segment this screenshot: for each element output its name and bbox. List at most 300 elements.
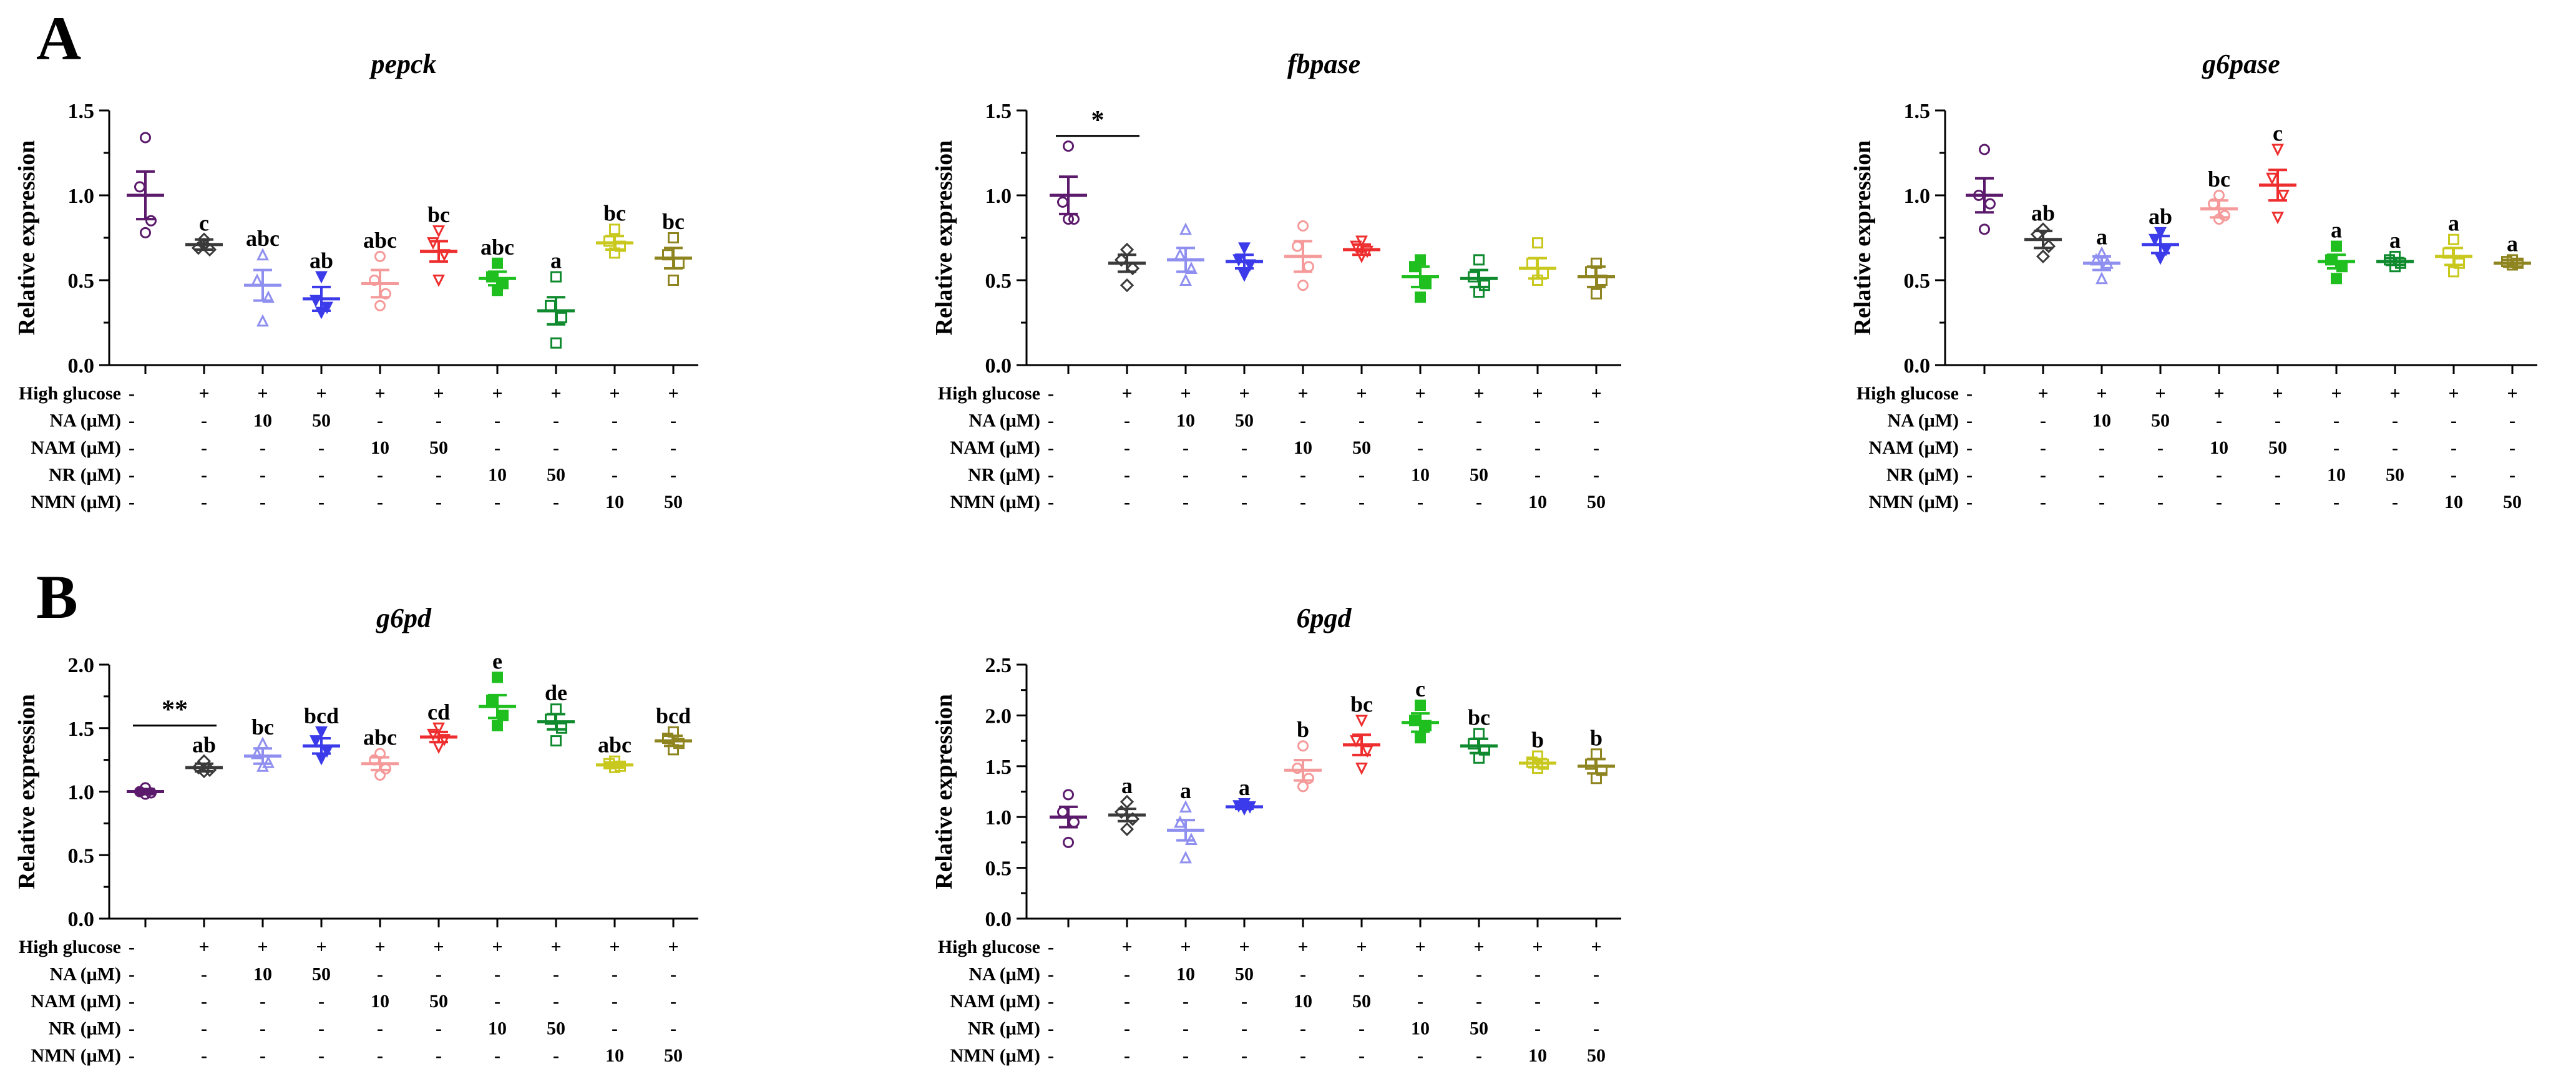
condition-cell: 10	[2210, 437, 2228, 458]
condition-row-label: NMN (μM)	[950, 492, 1040, 512]
data-point	[493, 258, 502, 268]
condition-cell: -	[1124, 437, 1130, 458]
condition-cell: -	[494, 410, 500, 431]
y-tick-label: 1.0	[67, 185, 94, 208]
condition-row-dash: -	[129, 383, 135, 404]
condition-cell: +	[316, 937, 327, 957]
condition-cell: -	[2040, 492, 2046, 512]
condition-cell: 10	[1176, 964, 1195, 985]
condition-cell: -	[201, 1018, 207, 1039]
y-tick-label: 2.0	[67, 654, 94, 677]
condition-row-dash: -	[129, 492, 135, 512]
data-point	[2449, 235, 2459, 244]
condition-cell: 50	[547, 464, 565, 486]
condition-row-label: NAM (μM)	[31, 437, 121, 458]
y-tick-label: 0.0	[67, 354, 94, 378]
condition-cell: -	[1300, 1018, 1306, 1039]
condition-cell: -	[377, 492, 383, 512]
condition-cell: +	[668, 937, 679, 957]
y-tick-label: 1.5	[67, 717, 94, 741]
condition-cell: -	[1476, 410, 1482, 431]
significance-letter: abc	[246, 226, 280, 251]
condition-row-label: High glucose	[18, 383, 121, 404]
condition-cell: -	[1534, 964, 1541, 985]
data-point	[1299, 782, 1308, 791]
data-point	[1176, 250, 1185, 260]
condition-cell: -	[377, 464, 383, 486]
condition-cell: 10	[2092, 410, 2111, 431]
data-point	[1533, 238, 1543, 248]
significance-letter: cd	[427, 699, 450, 725]
chart-title: pepck	[371, 49, 437, 79]
condition-row-dash: -	[129, 991, 135, 1012]
data-point	[1416, 733, 1425, 743]
data-point	[2043, 241, 2054, 252]
condition-cell: -	[1124, 410, 1130, 431]
condition-cell: -	[377, 1018, 383, 1039]
condition-cell: -	[2275, 410, 2281, 431]
condition-cell: 10	[2327, 464, 2346, 486]
condition-cell: -	[2392, 437, 2398, 458]
data-point	[2326, 255, 2336, 265]
data-point	[493, 286, 502, 295]
condition-row-label: High glucose	[937, 383, 1040, 404]
condition-cell: -	[260, 991, 266, 1012]
data-point	[1240, 243, 1249, 253]
condition-cell: -	[2216, 464, 2222, 486]
data-point	[1475, 255, 1484, 265]
condition-row-label: NAM (μM)	[1868, 437, 1959, 458]
condition-cell: -	[318, 1018, 324, 1039]
condition-cell: -	[1183, 1045, 1189, 1066]
condition-cell: 50	[1235, 964, 1254, 985]
data-point	[376, 771, 385, 780]
data-point	[1240, 270, 1249, 280]
significance-letter: a	[1121, 773, 1133, 798]
y-tick-label: 0.5	[1903, 270, 1930, 293]
data-point	[610, 225, 620, 234]
condition-cell: -	[553, 991, 559, 1012]
data-point	[1121, 824, 1133, 835]
data-point	[557, 313, 567, 322]
condition-cell: 10	[605, 1045, 624, 1066]
condition-cell: +	[198, 383, 210, 404]
condition-cell: +	[374, 937, 386, 957]
condition-cell: +	[2272, 383, 2283, 404]
chart-title: 6pgd	[1296, 603, 1352, 633]
condition-cell: 50	[664, 1045, 683, 1066]
condition-cell: -	[1476, 492, 1482, 512]
condition-cell: -	[201, 1045, 207, 1066]
condition-cell: -	[260, 437, 266, 458]
condition-row-dash: -	[129, 410, 135, 431]
condition-cell: -	[436, 1018, 442, 1039]
condition-cell: -	[318, 492, 324, 512]
condition-cell: +	[198, 937, 210, 957]
y-axis-label: Relative expression	[931, 140, 957, 336]
condition-cell: +	[1473, 937, 1485, 957]
condition-cell: -	[1593, 1018, 1599, 1039]
condition-row-label: NR (μM)	[967, 1018, 1040, 1039]
data-point	[552, 338, 561, 348]
condition-cell: -	[201, 437, 207, 458]
data-point	[376, 301, 385, 310]
data-point	[487, 272, 497, 281]
condition-row-label: NA (μM)	[968, 964, 1040, 985]
condition-cell: -	[1183, 991, 1189, 1012]
y-tick-label: 0.5	[985, 857, 1012, 881]
condition-cell: -	[1183, 464, 1189, 486]
condition-row-dash: -	[1048, 991, 1054, 1012]
condition-cell: +	[1591, 937, 1602, 957]
y-tick-label: 2.0	[985, 705, 1012, 728]
condition-cell: -	[1300, 1045, 1306, 1066]
condition-cell: 50	[1235, 410, 1254, 431]
condition-cell: -	[670, 1018, 676, 1039]
condition-cell: -	[2509, 437, 2515, 458]
condition-cell: +	[550, 383, 562, 404]
y-tick-label: 0.5	[67, 844, 94, 868]
condition-cell: -	[1534, 410, 1541, 431]
condition-cell: -	[1534, 464, 1541, 486]
data-point	[1064, 837, 1073, 847]
condition-cell: -	[670, 437, 676, 458]
condition-row-label: High glucose	[937, 937, 1040, 957]
significance-letter: bc	[427, 202, 450, 228]
condition-row-dash: -	[1048, 410, 1054, 431]
condition-row-dash: -	[1966, 492, 1973, 512]
condition-cell: -	[201, 410, 207, 431]
condition-cell: -	[1476, 1045, 1482, 1066]
significance-letter: bcd	[655, 703, 691, 728]
condition-cell: +	[550, 937, 562, 957]
condition-cell: -	[318, 464, 324, 486]
condition-cell: +	[1415, 383, 1426, 404]
significance-letter: e	[492, 648, 502, 674]
data-point	[2279, 191, 2288, 200]
data-point	[1070, 818, 1079, 827]
condition-cell: -	[260, 1045, 266, 1066]
condition-cell: -	[2040, 464, 2046, 486]
condition-cell: -	[436, 492, 442, 512]
condition-cell: -	[318, 991, 324, 1012]
significance-letter: bc	[251, 715, 274, 740]
data-point	[1592, 289, 1601, 298]
data-point	[1475, 729, 1484, 738]
condition-cell: -	[2275, 492, 2281, 512]
data-point	[141, 228, 150, 237]
significance-letter: bc	[1350, 691, 1373, 717]
condition-cell: +	[1239, 937, 1250, 957]
condition-row-dash: -	[1966, 464, 1973, 486]
significance-letter: bc	[662, 209, 685, 234]
condition-cell: -	[2509, 410, 2515, 431]
condition-cell: -	[2333, 410, 2339, 431]
condition-row-label: NMN (μM)	[31, 1045, 121, 1066]
significance-letter: bc	[1468, 705, 1490, 730]
condition-cell: -	[1124, 964, 1130, 985]
condition-cell: -	[1534, 991, 1541, 1012]
condition-cell: -	[1359, 1045, 1365, 1066]
condition-cell: -	[612, 1018, 618, 1039]
condition-cell: -	[2040, 437, 2046, 458]
y-tick-label: 0.0	[985, 908, 1012, 931]
y-axis-label: Relative expression	[1850, 140, 1876, 336]
condition-cell: +	[1356, 383, 1367, 404]
condition-cell: -	[1417, 991, 1423, 1012]
significance-letter: a	[1180, 778, 1191, 803]
y-tick-label: 1.5	[985, 755, 1012, 779]
condition-cell: -	[1593, 410, 1599, 431]
data-point	[1181, 802, 1191, 811]
data-point	[1299, 221, 1308, 230]
data-point	[1181, 853, 1191, 862]
condition-cell: +	[1180, 937, 1191, 957]
y-axis-label: Relative expression	[14, 694, 40, 889]
condition-cell: -	[2333, 437, 2339, 458]
condition-cell: -	[1359, 492, 1365, 512]
condition-cell: -	[2040, 410, 2046, 431]
data-point	[258, 316, 268, 326]
condition-cell: -	[1241, 437, 1247, 458]
condition-cell: -	[377, 1045, 383, 1066]
condition-cell: -	[1534, 437, 1541, 458]
condition-cell: -	[1241, 492, 1247, 512]
condition-cell: -	[1300, 464, 1306, 486]
chart-title: fbpase	[1287, 49, 1361, 79]
condition-cell: +	[1473, 383, 1485, 404]
y-tick-label: 0.0	[1903, 354, 1930, 378]
condition-cell: -	[436, 464, 442, 486]
condition-row-label: NAM (μM)	[950, 991, 1040, 1012]
condition-cell: +	[609, 383, 620, 404]
significance-letter: ab	[2148, 203, 2173, 229]
data-point	[1058, 197, 1068, 207]
condition-cell: +	[492, 937, 503, 957]
condition-cell: -	[2099, 437, 2105, 458]
condition-cell: 50	[429, 991, 448, 1012]
condition-row-dash: -	[1048, 464, 1054, 486]
condition-cell: -	[1241, 991, 1247, 1012]
significance-letter: a	[2096, 224, 2107, 250]
condition-cell: -	[1124, 492, 1130, 512]
condition-cell: 10	[1176, 410, 1195, 431]
condition-cell: 50	[547, 1018, 565, 1039]
data-point	[1064, 790, 1073, 799]
chart-title: g6pd	[376, 603, 431, 633]
condition-cell: +	[2448, 383, 2459, 404]
condition-row-dash: -	[1048, 1045, 1054, 1066]
data-point	[1181, 225, 1191, 234]
condition-cell: +	[2213, 383, 2225, 404]
condition-cell: -	[2392, 492, 2398, 512]
significance-letter: b	[1296, 717, 1310, 743]
condition-cell: -	[1124, 464, 1130, 486]
condition-cell: -	[494, 964, 500, 985]
condition-cell: 50	[2386, 464, 2404, 486]
data-point	[434, 743, 444, 752]
significance-letter: de	[545, 680, 567, 706]
data-point	[1416, 701, 1425, 710]
condition-cell: -	[2451, 410, 2457, 431]
data-point	[1064, 142, 1073, 151]
significance-letter: b	[1531, 727, 1544, 753]
data-point	[1181, 276, 1191, 285]
condition-cell: +	[1121, 383, 1133, 404]
condition-cell: -	[494, 991, 500, 1012]
data-point	[258, 739, 268, 748]
condition-cell: -	[318, 437, 324, 458]
condition-cell: -	[2451, 464, 2457, 486]
condition-cell: -	[494, 437, 500, 458]
data-point	[605, 237, 614, 246]
data-point	[552, 705, 561, 714]
condition-cell: -	[670, 964, 676, 985]
significance-letter: abc	[363, 227, 397, 253]
condition-cell: +	[433, 383, 444, 404]
data-point	[317, 754, 326, 763]
condition-row-dash: -	[129, 1045, 135, 1066]
data-point	[2273, 213, 2283, 222]
data-point	[1357, 764, 1367, 773]
significance-letter: a	[2448, 210, 2459, 236]
condition-cell: +	[1532, 383, 1543, 404]
significance-star: *	[1091, 105, 1105, 135]
condition-row-label: NMN (μM)	[31, 492, 121, 512]
condition-cell: -	[1124, 991, 1130, 1012]
significance-letter: c	[1415, 676, 1425, 702]
panel-label-b: B	[36, 562, 78, 632]
data-point	[141, 133, 150, 142]
condition-cell: +	[609, 937, 620, 957]
chart-fbpase	[931, 49, 1621, 512]
condition-cell: 10	[371, 437, 389, 458]
y-tick-label: 2.5	[985, 654, 1012, 677]
condition-cell: -	[1300, 492, 1306, 512]
data-point	[669, 276, 678, 285]
condition-cell: -	[553, 437, 559, 458]
data-point	[147, 216, 156, 225]
condition-row-label: NR (μM)	[967, 464, 1040, 486]
data-point	[2097, 274, 2107, 283]
significance-letter: a	[1239, 775, 1250, 801]
condition-cell: +	[668, 383, 679, 404]
data-point	[557, 723, 567, 733]
data-point	[1980, 225, 1989, 234]
condition-cell: -	[377, 964, 383, 985]
condition-cell: 50	[1587, 1045, 1606, 1066]
significance-letter: a	[2507, 231, 2518, 256]
condition-row-label: NAM (μM)	[31, 991, 121, 1012]
condition-cell: -	[2157, 437, 2164, 458]
data-point	[376, 251, 385, 261]
data-point	[1293, 242, 1302, 251]
y-tick-label: 0.0	[985, 354, 1012, 378]
condition-cell: -	[1183, 1018, 1189, 1039]
condition-cell: -	[1593, 437, 1599, 458]
data-point	[135, 182, 145, 192]
data-point	[2332, 242, 2341, 251]
condition-cell: 50	[664, 492, 683, 512]
condition-row-label: NR (μM)	[48, 1018, 121, 1039]
condition-row-dash: -	[1966, 410, 1973, 431]
condition-row-dash: -	[1048, 937, 1054, 957]
condition-cell: +	[1532, 937, 1543, 957]
condition-cell: -	[260, 492, 266, 512]
condition-row-dash: -	[129, 437, 135, 458]
condition-cell: -	[494, 1045, 500, 1066]
y-tick-label: 1.0	[67, 781, 94, 804]
condition-row-dash: -	[129, 464, 135, 486]
condition-cell: 50	[312, 410, 331, 431]
condition-cell: +	[2331, 383, 2342, 404]
condition-row-dash: -	[1048, 437, 1054, 458]
y-tick-label: 1.5	[1903, 100, 1930, 123]
data-point	[1592, 750, 1601, 759]
significance-letter: abc	[598, 732, 632, 758]
condition-cell: +	[2155, 383, 2166, 404]
condition-cell: -	[1359, 1018, 1365, 1039]
condition-cell: -	[612, 464, 618, 486]
condition-cell: -	[494, 492, 500, 512]
condition-cell: -	[1241, 1045, 1247, 1066]
significance-letter: a	[2389, 227, 2401, 253]
data-point	[493, 721, 502, 730]
significance-letter: a	[2331, 217, 2342, 243]
data-point	[552, 736, 561, 746]
condition-cell: -	[553, 964, 559, 985]
condition-cell: 50	[1470, 464, 1488, 486]
data-point	[1299, 281, 1308, 290]
condition-cell: +	[1121, 937, 1133, 957]
condition-cell: -	[201, 964, 207, 985]
condition-row-dash: -	[1966, 437, 1973, 458]
condition-cell: -	[318, 1045, 324, 1066]
condition-cell: -	[2275, 464, 2281, 486]
data-point	[317, 272, 326, 281]
y-axis-label: Relative expression	[931, 694, 957, 889]
condition-cell: -	[1124, 1018, 1130, 1039]
condition-cell: +	[2037, 383, 2049, 404]
data-point	[2156, 253, 2165, 263]
condition-cell: -	[2392, 410, 2398, 431]
condition-cell: -	[553, 492, 559, 512]
condition-cell: -	[1241, 1018, 1247, 1039]
condition-cell: -	[670, 410, 676, 431]
condition-cell: +	[1180, 383, 1191, 404]
condition-cell: -	[1359, 464, 1365, 486]
condition-cell: 10	[253, 964, 272, 985]
condition-cell: +	[374, 383, 386, 404]
condition-cell: -	[670, 464, 676, 486]
condition-row-dash: -	[1048, 492, 1054, 512]
chart-title: g6pase	[2202, 49, 2280, 79]
y-tick-label: 1.0	[985, 185, 1012, 208]
condition-cell: 10	[1411, 464, 1430, 486]
data-point	[2338, 262, 2347, 271]
condition-cell: -	[436, 410, 442, 431]
charts-group	[14, 49, 2537, 1066]
condition-cell: -	[1417, 437, 1423, 458]
y-tick-label: 1.5	[67, 100, 94, 123]
data-point	[669, 233, 678, 243]
condition-cell: 10	[1411, 1018, 1430, 1039]
condition-cell: +	[2389, 383, 2401, 404]
condition-cell: 50	[1352, 991, 1371, 1012]
significance-letter: ab	[309, 248, 334, 273]
condition-row-label: High glucose	[18, 937, 121, 957]
condition-row-dash: -	[129, 937, 135, 957]
